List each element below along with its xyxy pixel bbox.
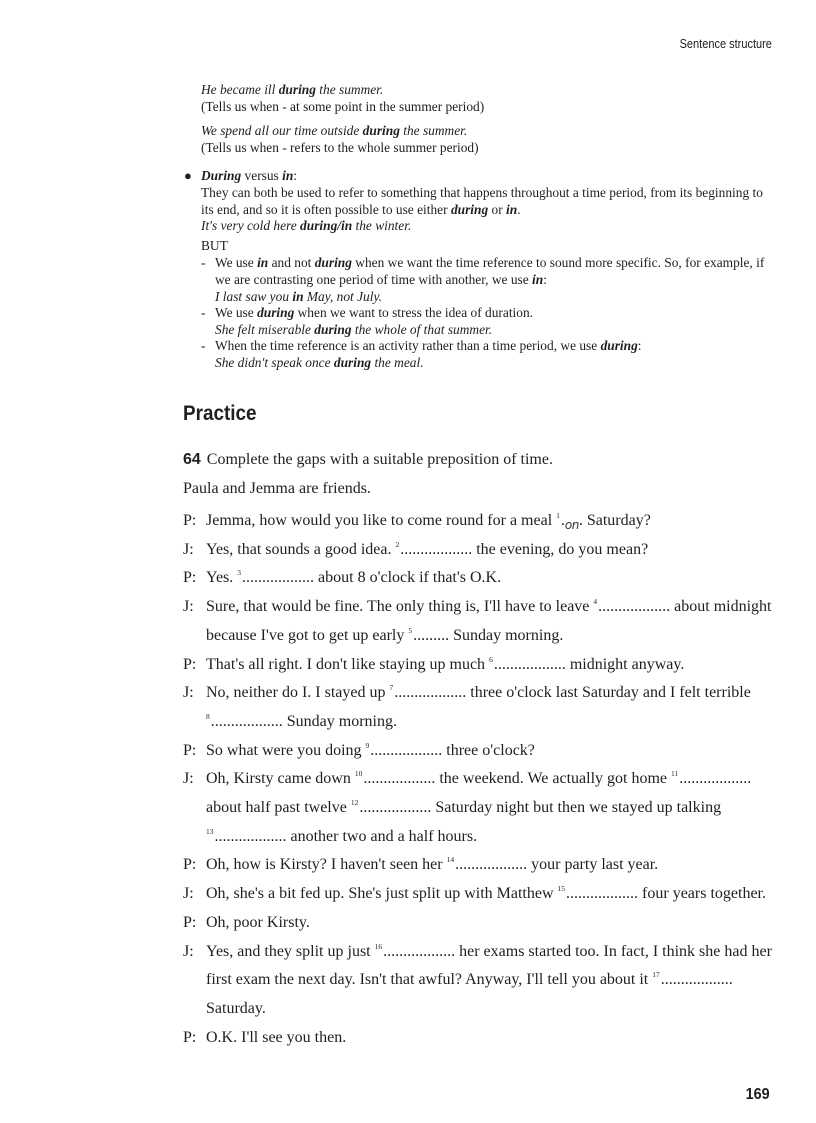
dialogue-turn: J: Sure, that would be fine. The only thing is, I'll have to leave $^4$.................. about midnight because I've got to get up early $^5$......... Sunday morning. xyxy=(183,593,783,650)
example-sentence: He became ill during the summer. xyxy=(201,82,384,97)
gap: $._{on}$. xyxy=(560,512,583,532)
gap-number: 16 xyxy=(374,941,383,951)
note-heading: During versus in: xyxy=(201,168,298,184)
gap-number: 12 xyxy=(350,798,359,808)
dialogue-turn: P: So what were you doing $^9$.................. three o'clock? xyxy=(183,737,783,766)
gap-number: 10 xyxy=(354,769,363,779)
dialogue xyxy=(183,507,783,1052)
example-sentence: It's very cold here during/in the winter. xyxy=(201,218,412,234)
dialogue-turn: J: No, neither do I. I stayed up $^7$.................. three o'clock last Saturday and I felt terrible $^8$.................. Sunday morning. xyxy=(183,679,783,736)
gap: .................. xyxy=(363,770,436,788)
gap: .................. xyxy=(242,569,315,587)
gap-number: 17 xyxy=(652,970,660,980)
gap: .................. xyxy=(660,971,733,989)
list-item: - We use during when we want to stress the idea of duration. She felt miserable during the whole of that summer. xyxy=(201,305,776,338)
gap-number: 8 xyxy=(206,711,210,721)
gap: .................. xyxy=(455,856,528,874)
example-gloss: (Tells us when - refers to the whole summer period) xyxy=(201,139,479,155)
example-block xyxy=(201,82,776,115)
gap-number: 15 xyxy=(557,884,566,894)
gap: .................. xyxy=(493,655,566,673)
gap-number: 7 xyxy=(389,683,394,693)
dialogue-turn: J: Yes, and they split up just $^{16}$.................. her exams started too. In fact, I think she had her first exam the next day. Isn't that awful? Anyway, I'll tell you about it $^{17}$.................. Saturday. xyxy=(183,938,783,1024)
handwritten-answer: on xyxy=(564,518,579,532)
exercise-instructions xyxy=(183,445,553,503)
gap: ......... xyxy=(413,626,450,644)
example-sentence: She felt miserable during the whole of that summer. xyxy=(215,321,493,337)
dash-list xyxy=(201,255,776,371)
dialogue-turn: P: Oh, poor Kirsty. xyxy=(183,909,783,938)
gap: .................. xyxy=(214,827,287,845)
speaker-label: J: xyxy=(183,942,194,960)
gap: .................. xyxy=(598,598,671,616)
dialogue-turn: J: Oh, Kirsty came down $^{10}$.................. the weekend. We actually got home $^{11}$.................. about half past twelve $^{12}$.................. Saturday night but then we stayed up talking $^{13}$.................. another two and a half hours. xyxy=(183,765,783,851)
gap: .................. xyxy=(383,942,456,960)
gap: .................. xyxy=(359,799,432,817)
dialogue-turn: P: O.K. I'll see you then. xyxy=(183,1024,783,1053)
example-sentence: I last saw you in May, not July. xyxy=(215,288,383,304)
but-label: BUT xyxy=(201,237,228,253)
grammar-notes xyxy=(184,82,776,372)
example-gloss: (Tells us when - at some point in the summer period) xyxy=(201,98,485,114)
speaker-label: P: xyxy=(183,569,197,587)
exercise-instruction: 64 Complete the gaps with a suitable preposition of time. xyxy=(183,451,553,468)
speaker-label: J: xyxy=(183,885,194,903)
running-head: Sentence structure xyxy=(679,37,772,51)
during-versus-in-note xyxy=(184,168,776,371)
speaker-label: P: xyxy=(183,655,197,673)
gap-number: 9 xyxy=(365,740,370,750)
dialogue-turn: P: Oh, how is Kirsty? I haven't seen her $^{14}$.................. your party last year. xyxy=(183,851,783,880)
speaker-label: P: xyxy=(183,856,197,874)
exercise-number: 64 xyxy=(183,451,201,468)
gap: .................. xyxy=(566,885,639,903)
example-sentence: She didn't speak once during the meal. xyxy=(215,354,424,370)
example-sentence: We spend all our time outside during the summer. xyxy=(201,123,468,139)
speaker-label: J: xyxy=(183,598,194,616)
dialogue-turn: J: Yes, that sounds a good idea. $^2$.................. the evening, do you mean? xyxy=(183,536,783,565)
gap: .................. xyxy=(370,741,443,759)
dialogue-turn: P: That's all right. I don't like staying up much $^6$.................. midnight anyway. xyxy=(183,651,783,680)
gap-number: 3 xyxy=(237,568,242,578)
note-body: They can both be used to refer to something that happens throughout a time period, from its beginning to its end, and so it is often possible to use either during or in. xyxy=(201,184,763,217)
gap-number: 4 xyxy=(593,597,598,607)
practice-heading: Practice xyxy=(183,402,257,425)
gap-number: 14 xyxy=(446,855,455,865)
gap-number: 5 xyxy=(408,625,413,635)
dialogue-turn: P: Yes. $^3$.................. about 8 o'clock if that's O.K. xyxy=(183,564,783,593)
speaker-label: J: xyxy=(183,770,194,788)
dialogue-turn: P: Jemma, how would you like to come round for a meal $^1._{on}$. Saturday? xyxy=(183,507,783,536)
gap: .................. xyxy=(394,684,467,702)
list-item: - When the time reference is an activity rather than a time period, we use during: She didn't speak once during the meal. xyxy=(201,338,776,371)
list-item: - We use in and not during when we want the time reference to sound more specific. So, for example, if we are contrasting one period of time with another, we use in: I last saw you in May, not July. xyxy=(201,255,776,305)
gap-number: 13 xyxy=(206,826,214,836)
speaker-label: J: xyxy=(183,540,194,558)
gap-number: 1 xyxy=(556,511,560,520)
speaker-label: P: xyxy=(183,741,197,759)
example-block xyxy=(201,123,776,156)
speaker-label: P: xyxy=(183,1028,197,1046)
gap-number: 6 xyxy=(489,654,493,664)
bullet-icon: ● xyxy=(184,168,192,184)
gap: .................. xyxy=(210,712,283,730)
gap-number: 2 xyxy=(395,539,400,549)
speaker-label: P: xyxy=(183,913,197,931)
speaker-label: P: xyxy=(183,512,197,529)
exercise-context: Paula and Jemma are friends. xyxy=(183,480,371,497)
page-number: 169 xyxy=(745,1086,770,1103)
dialogue-turn: J: Oh, she's a bit fed up. She's just split up with Matthew $^{15}$.................. four years together. xyxy=(183,880,783,909)
gap: .................. xyxy=(400,540,473,558)
gap-number: 11 xyxy=(671,769,679,779)
gap: .................. xyxy=(679,770,752,788)
speaker-label: J: xyxy=(183,684,194,702)
